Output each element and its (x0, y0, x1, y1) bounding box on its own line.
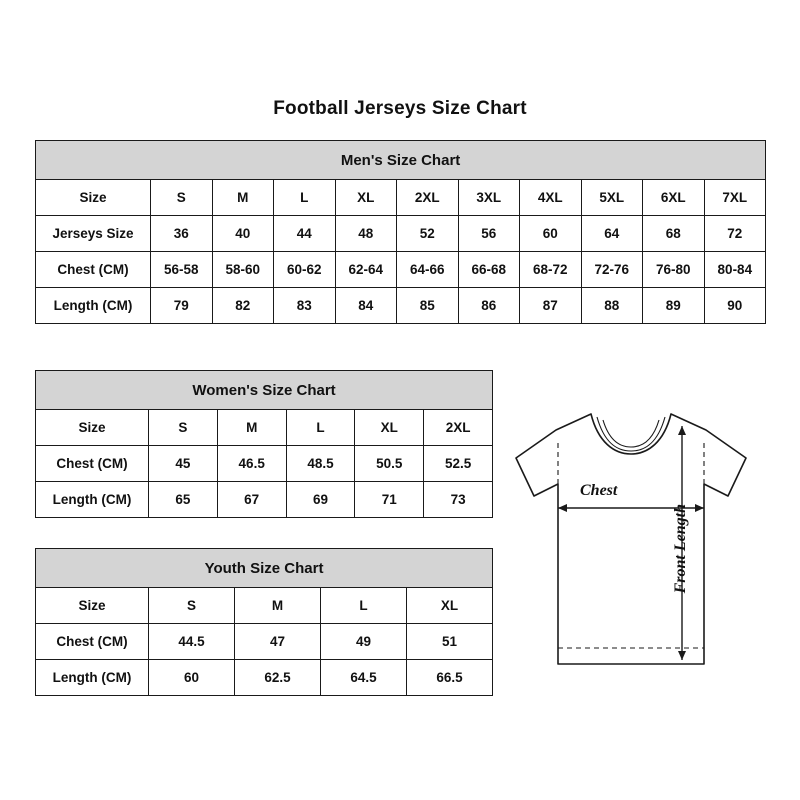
data-cell: 72-76 (581, 252, 643, 288)
data-cell: 48 (335, 216, 397, 252)
data-cell: 44.5 (149, 624, 235, 660)
youth-size-table (35, 548, 493, 696)
data-cell: 60 (149, 660, 235, 696)
data-cell: 45 (149, 446, 218, 482)
header-cell: L (274, 180, 336, 216)
header-cell: Size (36, 588, 149, 624)
header-cell: M (235, 588, 321, 624)
header-cell: XL (407, 588, 493, 624)
jersey-outline-icon (496, 396, 786, 696)
row-label: Jerseys Size (36, 216, 151, 252)
mens-size-chart (35, 140, 766, 324)
table-row (36, 482, 493, 518)
data-cell: 66-68 (458, 252, 520, 288)
data-cell: 85 (397, 288, 459, 324)
data-cell: 47 (235, 624, 321, 660)
youth-size-chart (35, 548, 493, 696)
data-cell: 51 (407, 624, 493, 660)
header-cell: 7XL (704, 180, 766, 216)
data-cell: 80-84 (704, 252, 766, 288)
data-cell: 56 (458, 216, 520, 252)
row-label: Chest (CM) (36, 624, 149, 660)
data-cell: 60-62 (274, 252, 336, 288)
data-cell: 76-80 (643, 252, 705, 288)
womens-size-chart (35, 370, 493, 518)
data-cell: 83 (274, 288, 336, 324)
data-cell: 66.5 (407, 660, 493, 696)
row-label: Length (CM) (36, 660, 149, 696)
table-row (36, 288, 766, 324)
header-cell: 6XL (643, 180, 705, 216)
data-cell: 89 (643, 288, 705, 324)
data-cell: 62-64 (335, 252, 397, 288)
data-cell: 49 (321, 624, 407, 660)
data-cell: 72 (704, 216, 766, 252)
table-row (36, 252, 766, 288)
mens-table-caption: Men's Size Chart (36, 141, 766, 180)
header-cell: S (149, 410, 218, 446)
table-header-row (36, 180, 766, 216)
data-cell: 65 (149, 482, 218, 518)
data-cell: 62.5 (235, 660, 321, 696)
youth-table-caption: Youth Size Chart (36, 549, 493, 588)
womens-table-caption: Women's Size Chart (36, 371, 493, 410)
table-header-row (36, 588, 493, 624)
data-cell: 40 (212, 216, 274, 252)
table-row (36, 216, 766, 252)
data-cell: 73 (424, 482, 493, 518)
table-caption-row (36, 549, 493, 588)
header-cell: L (286, 410, 355, 446)
data-cell: 79 (151, 288, 213, 324)
front-length-dimension-label: Front Length (672, 504, 689, 594)
table-row (36, 624, 493, 660)
data-cell: 88 (581, 288, 643, 324)
header-cell: 2XL (424, 410, 493, 446)
data-cell: 82 (212, 288, 274, 324)
data-cell: 90 (704, 288, 766, 324)
data-cell: 52.5 (424, 446, 493, 482)
data-cell: 60 (520, 216, 582, 252)
data-cell: 69 (286, 482, 355, 518)
table-row (36, 660, 493, 696)
data-cell: 84 (335, 288, 397, 324)
data-cell: 71 (355, 482, 424, 518)
data-cell: 64 (581, 216, 643, 252)
header-cell: L (321, 588, 407, 624)
header-cell: 2XL (397, 180, 459, 216)
data-cell: 58-60 (212, 252, 274, 288)
jersey-measurement-diagram (496, 396, 786, 696)
header-cell: XL (355, 410, 424, 446)
table-caption-row (36, 141, 766, 180)
data-cell: 86 (458, 288, 520, 324)
header-cell: XL (335, 180, 397, 216)
header-cell: Size (36, 410, 149, 446)
chest-dimension-label: Chest (580, 482, 618, 499)
row-label: Chest (CM) (36, 446, 149, 482)
header-cell: 5XL (581, 180, 643, 216)
row-label: Chest (CM) (36, 252, 151, 288)
data-cell: 87 (520, 288, 582, 324)
data-cell: 56-58 (151, 252, 213, 288)
header-cell: M (217, 410, 286, 446)
data-cell: 67 (217, 482, 286, 518)
table-row (36, 446, 493, 482)
table-header-row (36, 410, 493, 446)
data-cell: 44 (274, 216, 336, 252)
row-label: Length (CM) (36, 482, 149, 518)
data-cell: 64.5 (321, 660, 407, 696)
data-cell: 48.5 (286, 446, 355, 482)
header-cell: 4XL (520, 180, 582, 216)
data-cell: 46.5 (217, 446, 286, 482)
womens-size-table (35, 370, 493, 518)
data-cell: 52 (397, 216, 459, 252)
data-cell: 50.5 (355, 446, 424, 482)
mens-size-table (35, 140, 766, 324)
data-cell: 36 (151, 216, 213, 252)
data-cell: 68-72 (520, 252, 582, 288)
header-cell: M (212, 180, 274, 216)
header-cell: S (151, 180, 213, 216)
data-cell: 68 (643, 216, 705, 252)
header-cell: Size (36, 180, 151, 216)
header-cell: S (149, 588, 235, 624)
row-label: Length (CM) (36, 288, 151, 324)
page-title: Football Jerseys Size Chart (273, 98, 527, 119)
data-cell: 64-66 (397, 252, 459, 288)
header-cell: 3XL (458, 180, 520, 216)
table-caption-row (36, 371, 493, 410)
